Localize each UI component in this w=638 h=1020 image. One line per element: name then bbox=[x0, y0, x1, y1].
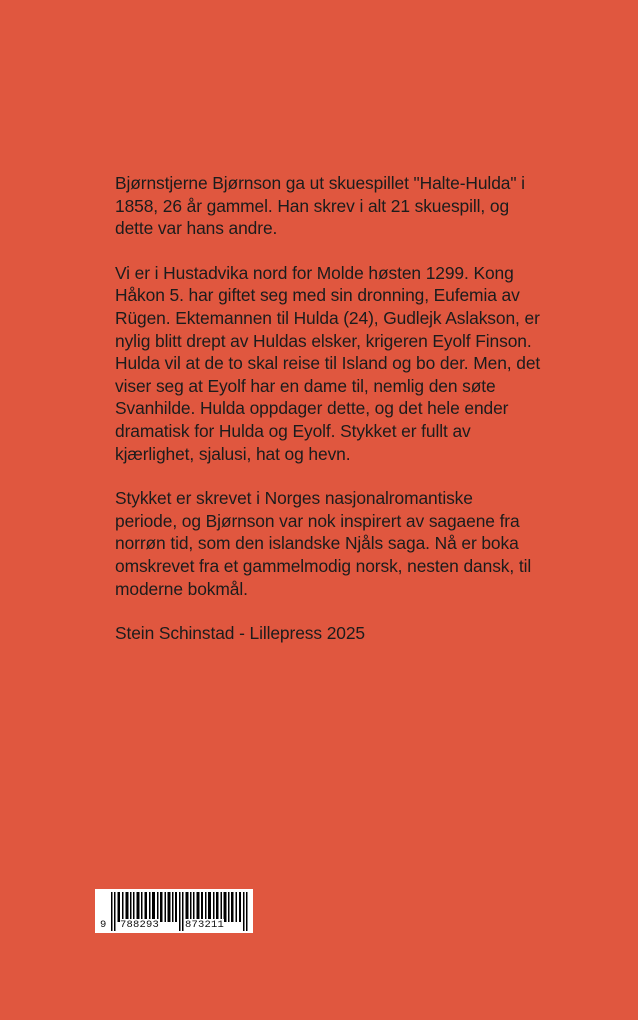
author-publisher-line: Stein Schinstad - Lillepress 2025 bbox=[115, 623, 365, 644]
blurb-paragraph-2: Vi er i Hustadvika nord for Molde høsten 1299. Kong Håkon 5. har giftet seg med sin dronning, Eufemia av Rügen. Ektemannen til Hulda (24), Gudlejk Aslakson, er nylig blitt drept av Huldas elsker, krigeren Eyolf Finson. Hulda vil at de to skal reise til Island og bo der. Men, det viser seg at Eyolf har en dame til, nemlig den søte Svanhilde. Hulda oppdager dette, og det hele ender dramatisk for Hulda og Eyolf. Stykket er fullt av kjærlighet, sjalusi, hat og hevn. bbox=[115, 262, 541, 464]
isbn-digits bbox=[95, 919, 253, 931]
isbn-digit-first: 9 bbox=[100, 919, 107, 931]
blurb-text bbox=[115, 172, 545, 667]
isbn-digits-left: 788293 bbox=[120, 919, 160, 931]
blurb-paragraph-1: Bjørnstjerne Bjørnson ga ut skuespillet "Halte-Hulda" i 1858, 26 år gammel. Han skrev i alt 21 skuespill, og dette var hans andre. bbox=[115, 173, 525, 239]
blurb-paragraph-3: Stykket er skrevet i Norges nasjonalromantiske periode, og Bjørnson var nok inspirert av sagaene fra norrøn tid, som den islandske Njåls saga. Nå er boka omskrevet fra et gammelmodig norsk, nesten dansk, til moderne bokmål. bbox=[115, 488, 532, 599]
isbn-digits-right: 873211 bbox=[185, 919, 225, 931]
isbn-barcode bbox=[95, 889, 253, 933]
